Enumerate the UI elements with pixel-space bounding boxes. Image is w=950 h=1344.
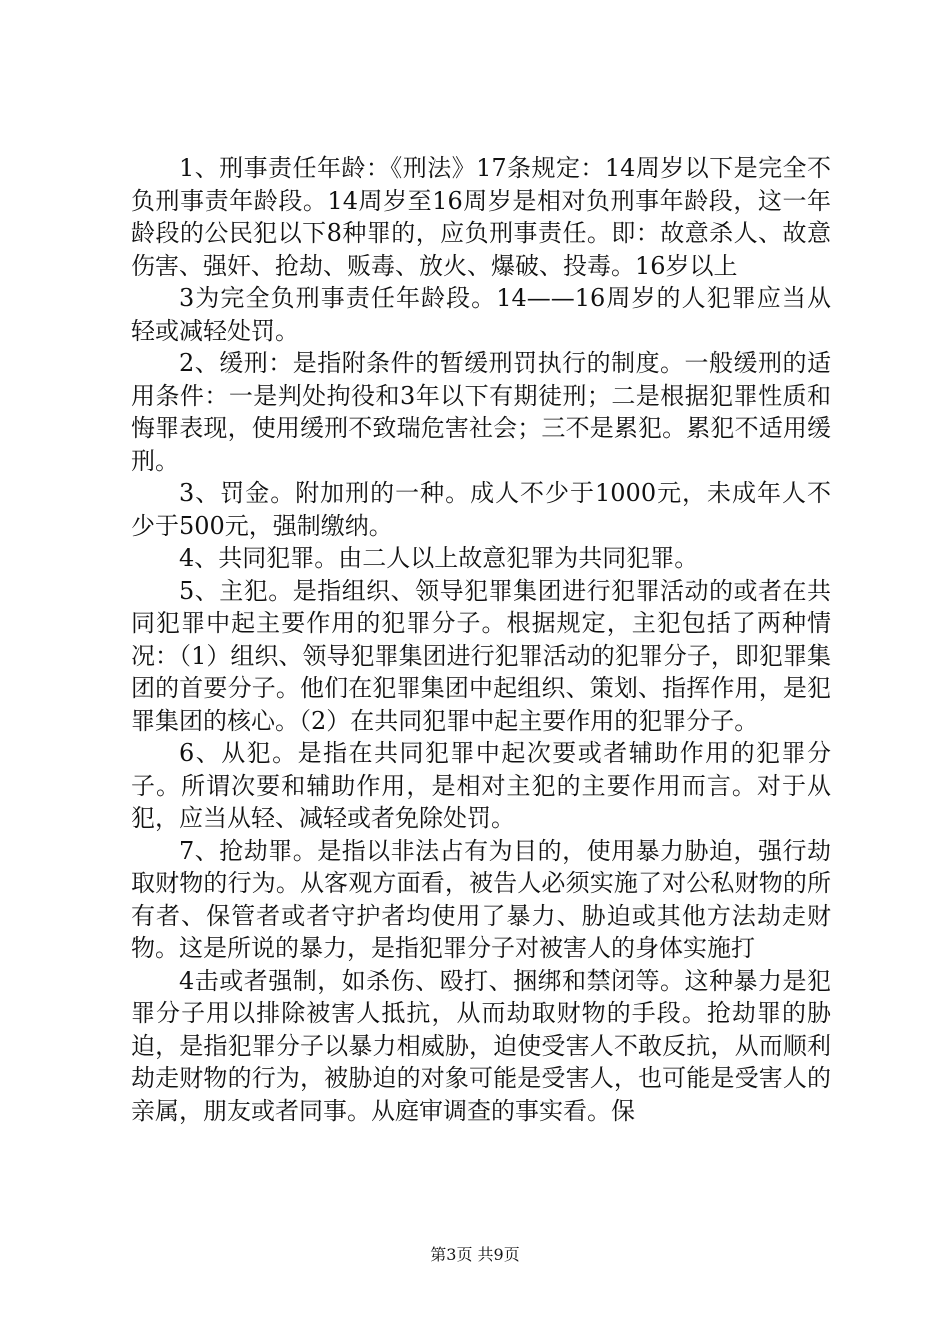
paragraph-fine: 3、罚金。附加刑的一种。成人不少于1000元，未成年人不少于500元，强制缴纳。 (131, 479, 831, 540)
page-number-footer: 第3页 共9页 (430, 1245, 520, 1264)
paragraph-accessory-offender: 6、从犯。是指在共同犯罪中起次要或者辅助作用的犯罪分子。所谓次要和辅助作用，是相对主犯的主要作用而言。对于从犯，应当从轻、减轻或者免除处罚。 (131, 739, 831, 832)
paragraph-criminal-age: 1、刑事责任年龄：《刑法》17条规定：14周岁以下是完全不负刑事责年龄段。14周岁至16周岁是相对负刑事年龄段，这一年龄段的公民犯以下8种罪的，应负刑事责任。即：故意杀人、故意伤害、强奸、抢劫、贩毒、放火、爆破、投毒。16岁以上 (131, 154, 831, 280)
document-body (131, 152, 831, 1127)
paragraph-joint-crime: 4、共同犯罪。由二人以上故意犯罪为共同犯罪。 (179, 544, 699, 572)
paragraph-robbery: 7、抢劫罪。是指以非法占有为目的，使用暴力胁迫，强行劫取财物的行为。从客观方面看，被告人必须实施了对公私财物的所有者、保管者或者守护者均使用了暴力、胁迫或其他方法劫走财物。这是所说的暴力，是指犯罪分子对被害人的身体实施打 (131, 836, 831, 962)
paragraph-principal-offender: 5、主犯。是指组织、领导犯罪集团进行犯罪活动的或者在共同犯罪中起主要作用的犯罪分子。根据规定，主犯包括了两种情况：（1）组织、领导犯罪集团进行犯罪活动的犯罪分子，即犯罪集团的首要分子。他们在犯罪集团中起组织、策划、指挥作用，是犯罪集团的核心。（2）在共同犯罪中起主要作用的犯罪分子。 (131, 576, 831, 735)
paragraph-robbery-continued: 4击或者强制，如杀伤、殴打、捆绑和禁闭等。这种暴力是犯罪分子用以排除被害人抵抗，从而劫取财物的手段。抢劫罪的胁迫，是指犯罪分子以暴力相威胁，迫使受害人不敢反抗，从而顺利劫走财物的行为，被胁迫的对象可能是受害人，也可能是受害人的亲属，朋友或者同事。从庭审调查的事实看。保 (131, 966, 831, 1125)
paragraph-criminal-age-continued: 3为完全负刑事责任年龄段。14——16周岁的人犯罪应当从轻或减轻处罚。 (131, 284, 831, 345)
paragraph-probation: 2、缓刑：是指附条件的暂缓刑罚执行的制度。一般缓刑的适用条件：一是判处拘役和3年以下有期徒刑；二是根据犯罪性质和悔罪表现，使用缓刑不致瑞危害社会；三不是累犯。累犯不适用缓刑。 (131, 349, 831, 475)
